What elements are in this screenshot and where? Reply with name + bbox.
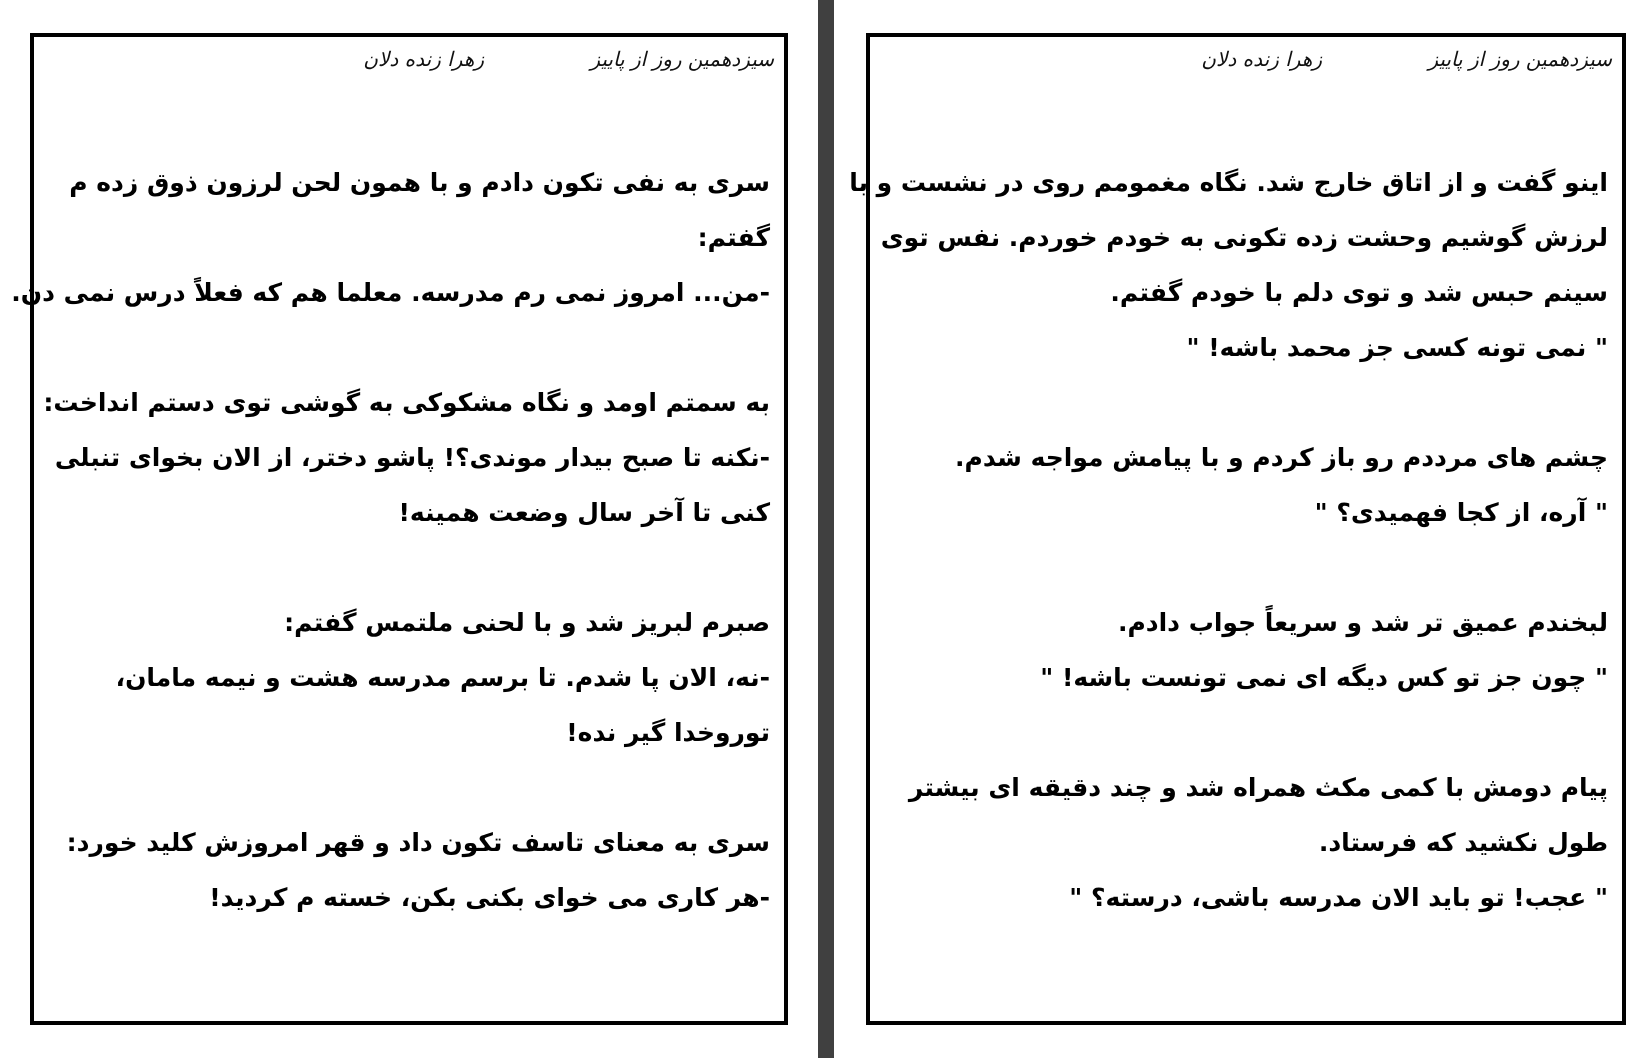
page-header: [34, 47, 784, 83]
text-line: سری به نفی تکون دادم و با همون لحن لرزون ذوق زده م: [69, 168, 770, 197]
text-line: -هر کاری می خوای بکنی بکن، خسته م کردید!: [209, 883, 770, 912]
page-header: [870, 47, 1622, 83]
text-line: سری به معنای تاسف تکون داد و قهر امروزش کلید خورد:: [66, 828, 770, 857]
text-line: به سمتم اومد و نگاه مشکوکی به گوشی توی دستم انداخت:: [43, 388, 770, 417]
text-line: کنی تا آخر سال وضعت همینه!: [398, 498, 770, 527]
paragraph: [884, 595, 1608, 705]
text-line: -نکنه تا صبح بیدار موندی؟! پاشو دختر، از الان بخوای تنبلی: [54, 443, 770, 472]
text-line: " عجب! تو باید الان مدرسه باشی، درسته؟ ": [1069, 883, 1608, 912]
text-line: لبخندم عمیق تر شد و سریعاً جواب دادم.: [1117, 608, 1608, 637]
paragraph: [849, 155, 1608, 375]
text-line: سینم حبس شد و توی دلم با خودم گفتم.: [1110, 278, 1608, 307]
book-title: سیزدهمین روز از پاییز: [590, 47, 774, 71]
author-name: زهرا زنده دلان: [1201, 47, 1322, 71]
paragraph: [48, 595, 770, 760]
text-line: صبرم لبریز شد و با لحنی ملتمس گفتم:: [284, 608, 770, 637]
text-line: طول نکشید که فرستاد.: [1318, 828, 1608, 857]
paragraph: [48, 815, 770, 925]
text-line: -من... امروز نمی رم مدرسه. معلما هم که فعلاً درس نمی دن.: [11, 278, 770, 307]
paragraph: [884, 760, 1608, 925]
page-body: [849, 155, 1608, 980]
paragraph: [884, 430, 1608, 540]
text-line: -نه، الان پا شدم. تا برسم مدرسه هشت و نیمه مامان،: [115, 663, 770, 692]
page-body: [11, 155, 770, 980]
text-line: چشم های مرددم رو باز کردم و با پیامش مواجه شدم.: [955, 443, 1608, 472]
text-line: پیام دومش با کمی مکث همراه شد و چند دقیقه ای بیشتر: [908, 773, 1608, 802]
text-line: " چون جز تو کس دیگه ای نمی تونست باشه! ": [1040, 663, 1608, 692]
book-title: سیزدهمین روز از پاییز: [1428, 47, 1612, 71]
text-line: توروخدا گیر نده!: [566, 718, 770, 747]
paragraph: [43, 375, 770, 540]
text-line: " آره، از کجا فهمیدی؟ ": [1314, 498, 1608, 527]
page-gutter: [818, 0, 834, 1058]
text-line: لرزش گوشیم وحشت زده تکونی به خودم خوردم. نفس توی: [880, 223, 1608, 252]
author-name: زهرا زنده دلان: [363, 47, 484, 71]
page-frame: [11, 33, 788, 1025]
page-left: [0, 0, 818, 1058]
paragraph: [11, 155, 770, 320]
page-right: [834, 0, 1650, 1058]
text-line: گفتم:: [697, 223, 770, 252]
text-line: اینو گفت و از اتاق خارج شد. نگاه مغمومم روی در نشست و با: [849, 168, 1608, 197]
text-line: " نمی تونه کسی جز محمد باشه! ": [1186, 333, 1608, 362]
page-frame: [849, 33, 1626, 1025]
